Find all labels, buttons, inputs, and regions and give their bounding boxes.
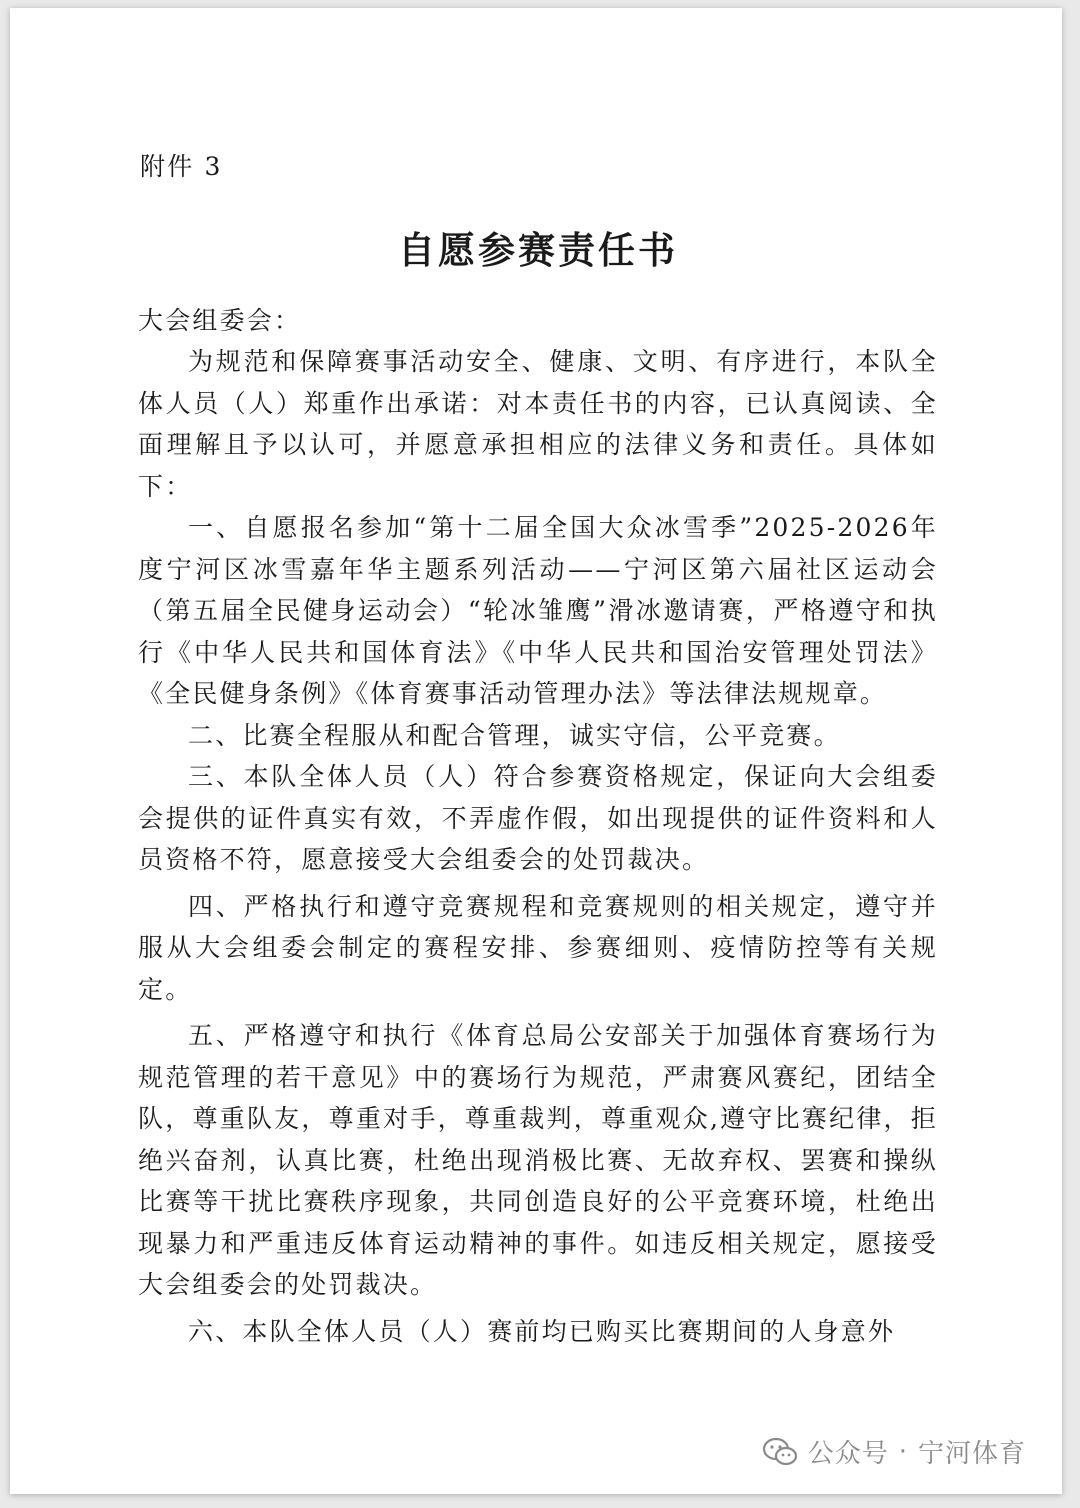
paragraph-clause-5: 五、严格遵守和执行《体育总局公安部关于加强体育赛场行为规范管理的若干意见》中的赛场行为规范，严肃赛风赛纪，团结全队，尊重队友，尊重对手，尊重裁判，尊重观众,遵守比赛纪律，拒绝兴奋剂，认真比赛，杜绝出现消极比赛、无故弃权、罢赛和操纵比赛等干扰比赛秩序现象，共同创造良好的公平竞赛环境，杜绝出现暴力和严重违反体育运动精神的事件。如违反相关规定，愿接受大会组委会的处罚裁决。 [138,1021,938,1299]
paragraph-clause-4: 四、严格执行和遵守竞赛规程和竞赛规则的相关规定，遵守并服从大会组委会制定的赛程安排、参赛细则、疫情防控等有关规定。 [138,891,938,1004]
document-body [138,146,938,1352]
watermark-account: 宁河体育 [917,1439,1026,1469]
salutation: 大会组委会： [138,305,302,335]
watermark-label: 公众号 [807,1439,889,1469]
wechat-icon [762,1437,798,1467]
paragraph-clause-2: 二、比赛全程服从和配合管理，诚实守信，公平竞赛。 [188,720,841,750]
paragraph-intro: 为规范和保障赛事活动安全、健康、文明、有序进行，本队全体人员（人）郑重作出承诺：对本责任书的内容，已认真阅读、全面理解且予以认可，并愿意承担相应的法律义务和责任。具体如下： [138,347,938,501]
paragraph-clause-1: 一、自愿报名参加“第十二届全国大众冰雪季”2025-2026年度宁河区冰雪嘉年华主题系列活动——宁河区第六届社区运动会（第五届全民健身运动会）“轮冰雏鹰”滑冰邀请赛，严格遵守和执行《中华人民共和国体育法》《中华人民共和国治安管理处罚法》《全民健身条例》《体育赛事活动管理办法》等法律法规规章。 [138,513,938,708]
paragraph-clause-3: 三、本队全体人员（人）符合参赛资格规定，保证向大会组委会提供的证件真实有效，不弄虚作假，如出现提供的证件资料和人员资格不符，愿意接受大会组委会的处罚裁决。 [138,762,938,874]
attachment-label: 附件 3 [140,152,223,181]
document-page [10,8,1062,1494]
paragraph-clause-6: 六、本队全体人员（人）赛前均已购买比赛期间的人身意外 [188,1316,896,1346]
watermark-separator: · [898,1436,908,1467]
official-account-watermark [762,1433,1026,1470]
document-title: 自愿参赛责任书 [398,228,678,272]
